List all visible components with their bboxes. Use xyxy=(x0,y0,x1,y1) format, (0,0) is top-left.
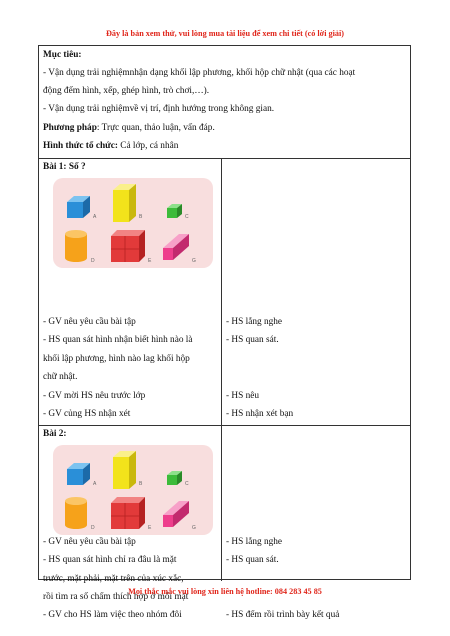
method-line xyxy=(43,123,215,133)
green-cube xyxy=(167,475,177,485)
teacher-line: - GV nêu yêu cầu bài tập xyxy=(43,537,136,547)
shape-label-b: B xyxy=(139,214,143,220)
shapes-illustration xyxy=(53,178,213,268)
green-cube xyxy=(167,208,177,218)
shape-label-d: D xyxy=(91,258,95,264)
shape-label-g: G xyxy=(192,525,196,531)
student-line: - HS lắng nghe xyxy=(226,317,283,327)
objective-item: - Vận dụng trải nghiệmnhận dạng khối lập phương, khối hộp chữ nhật (qua các hoạt xyxy=(43,68,356,78)
column-divider xyxy=(221,425,222,581)
teacher-line: rồi tìm ra số chấm thích hợp ở mỗi mặt xyxy=(43,592,189,602)
shapes-picture-1 xyxy=(53,178,213,268)
teacher-line: - HS quan sát hình nhận biết hình nào là xyxy=(43,335,193,345)
shape-label-a: A xyxy=(93,214,97,220)
teacher-line: - GV nêu yêu cầu bài tập xyxy=(43,317,136,327)
objectives-title: Mục tiêu: xyxy=(43,50,82,60)
method-label: Phương pháp xyxy=(43,123,97,133)
teacher-line: chữ nhật. xyxy=(43,372,78,382)
shape-label-e: E xyxy=(148,258,152,264)
teacher-line: khối lập phương, hình nào lag khối hộp xyxy=(43,354,190,364)
pink-box xyxy=(163,248,173,260)
blue-cube xyxy=(67,202,83,218)
yellow-box xyxy=(113,190,129,222)
exercise-1-row xyxy=(39,158,410,426)
objectives-section xyxy=(39,46,410,159)
orange-cylinder-top xyxy=(65,230,87,238)
shape-label-c: C xyxy=(185,214,189,220)
column-divider xyxy=(221,158,222,425)
teacher-line: - GV củng HS nhận xét xyxy=(43,409,131,419)
student-line: - HS quan sát. xyxy=(226,555,279,565)
shapes-illustration xyxy=(53,445,213,535)
shape-label-a: A xyxy=(93,481,97,487)
student-line: - HS lắng nghe xyxy=(226,537,283,547)
bottom-hotline-banner: Mọi thắc mắc vui lòng xin liên hệ hotline: 084 283 45 85 xyxy=(128,587,322,596)
exercise-2-title: Bài 2: xyxy=(43,429,67,439)
shape-label-b: B xyxy=(139,481,143,487)
student-line: - HS nêu xyxy=(226,391,260,401)
yellow-box-side xyxy=(129,184,136,222)
student-line: - HS nhận xét bạn xyxy=(226,409,294,419)
organization-text: Cả lớp, cá nhân xyxy=(117,141,179,151)
teacher-line: - GV mời HS nêu trước lớp xyxy=(43,391,146,401)
student-line: - HS quan sát. xyxy=(226,335,279,345)
objective-item: - Vận dụng trải nghiệmvề vị trí, định hướng trong không gian. xyxy=(43,104,275,114)
blue-cube xyxy=(67,469,83,485)
pink-box xyxy=(163,515,173,527)
organization-label: Hình thức tổ chức: xyxy=(43,141,118,151)
yellow-box xyxy=(113,457,129,489)
objective-item: động đếm hình, xếp, ghép hình, trò chơi,…). xyxy=(43,86,210,96)
teacher-line: - HS quan sát hình chỉ ra đâu là mặt xyxy=(43,555,177,565)
teacher-line: - GV cho HS làm việc theo nhóm đôi xyxy=(43,610,182,620)
shape-label-e: E xyxy=(148,525,152,531)
teacher-line: trước, mặt phải, mặt trên của xúc xắc, xyxy=(43,574,184,584)
orange-cylinder-base xyxy=(65,254,87,262)
yellow-box-side xyxy=(129,451,136,489)
top-preview-banner: Đây là bản xem thử, vui lòng mua tài liệu để xem chi tiết (có lời giải) xyxy=(105,29,344,38)
student-line: - HS đếm rồi trình bày kết quả xyxy=(226,610,340,620)
shape-label-g: G xyxy=(192,258,196,264)
organization-line xyxy=(43,141,178,151)
orange-cylinder-base xyxy=(65,521,87,529)
shape-label-d: D xyxy=(91,525,95,531)
method-text: : Trực quan, thảo luận, vấn đáp. xyxy=(96,123,215,133)
shapes-picture-2 xyxy=(53,445,213,535)
shape-label-c: C xyxy=(185,481,189,487)
exercise-1-title: Bài 1: Số ? xyxy=(43,162,86,172)
orange-cylinder-top xyxy=(65,497,87,505)
